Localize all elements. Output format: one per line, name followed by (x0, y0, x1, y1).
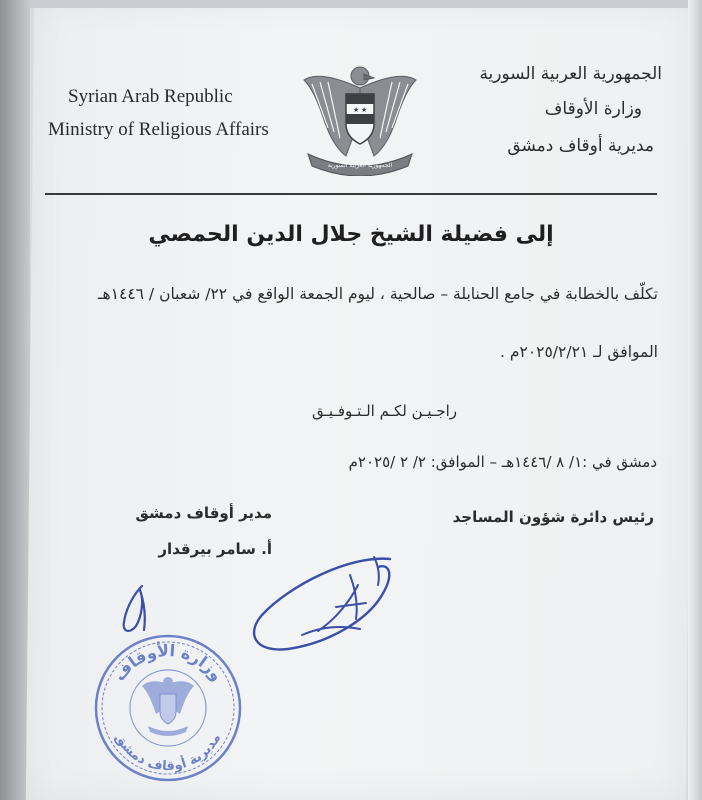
paper-right-edge (688, 0, 702, 800)
header-en-ministry: Ministry of Religious Affairs (48, 119, 269, 140)
left-signatory-name: أ. سامر بيرقدار (158, 540, 272, 558)
paper-top-edge (30, 0, 690, 8)
header-divider (45, 193, 657, 195)
official-stamp-icon (92, 632, 244, 784)
letter-date-line: دمشق في :١/ ٨ /١٤٤٦هـ – الموافق: ٢/ ٢ /٢٠٢٥م (348, 453, 657, 471)
stamp-top-text: وزارة الأوقاف (109, 640, 227, 685)
header-ar-ministry: وزارة الأوقاف (544, 99, 642, 119)
eagle-emblem-icon (298, 58, 422, 176)
emblem-ribbon-text: الجمهورية العربية السورية (327, 162, 393, 169)
background-edge (0, 0, 30, 800)
header-ar-directorate: مديرية أوقاف دمشق (507, 136, 654, 156)
header-ar-republic: الجمهورية العربية السورية (479, 64, 662, 84)
letter-body-line2: الموافق لـ ٢٠٢٥/٢/٢١م . (500, 343, 658, 361)
left-signature-icon (100, 580, 170, 640)
left-signatory-title: مدير أوقاف دمشق (135, 504, 272, 522)
svg-text:★: ★ (353, 106, 360, 114)
letter-closing: راجـيـن لكـم الـتـوفـيـق (312, 402, 457, 420)
right-signature-icon (240, 545, 410, 665)
header-en-republic: Syrian Arab Republic (68, 86, 233, 107)
letter-body-line1: تكلّف بالخطابة في جامع الحنابلة – صالحية ، ليوم الجمعة الواقع في ٢٢/ شعبان / ١٤٤٦هـ (97, 285, 658, 303)
letter-addressee: إلى فضيلة الشيخ جلال الدين الحمصي (148, 222, 554, 247)
right-signatory-title: رئيس دائرة شؤون المساجد (452, 508, 654, 526)
stamp-bottom-text: مديرية أوقاف دمشق (111, 731, 225, 775)
svg-text:★: ★ (361, 106, 368, 114)
